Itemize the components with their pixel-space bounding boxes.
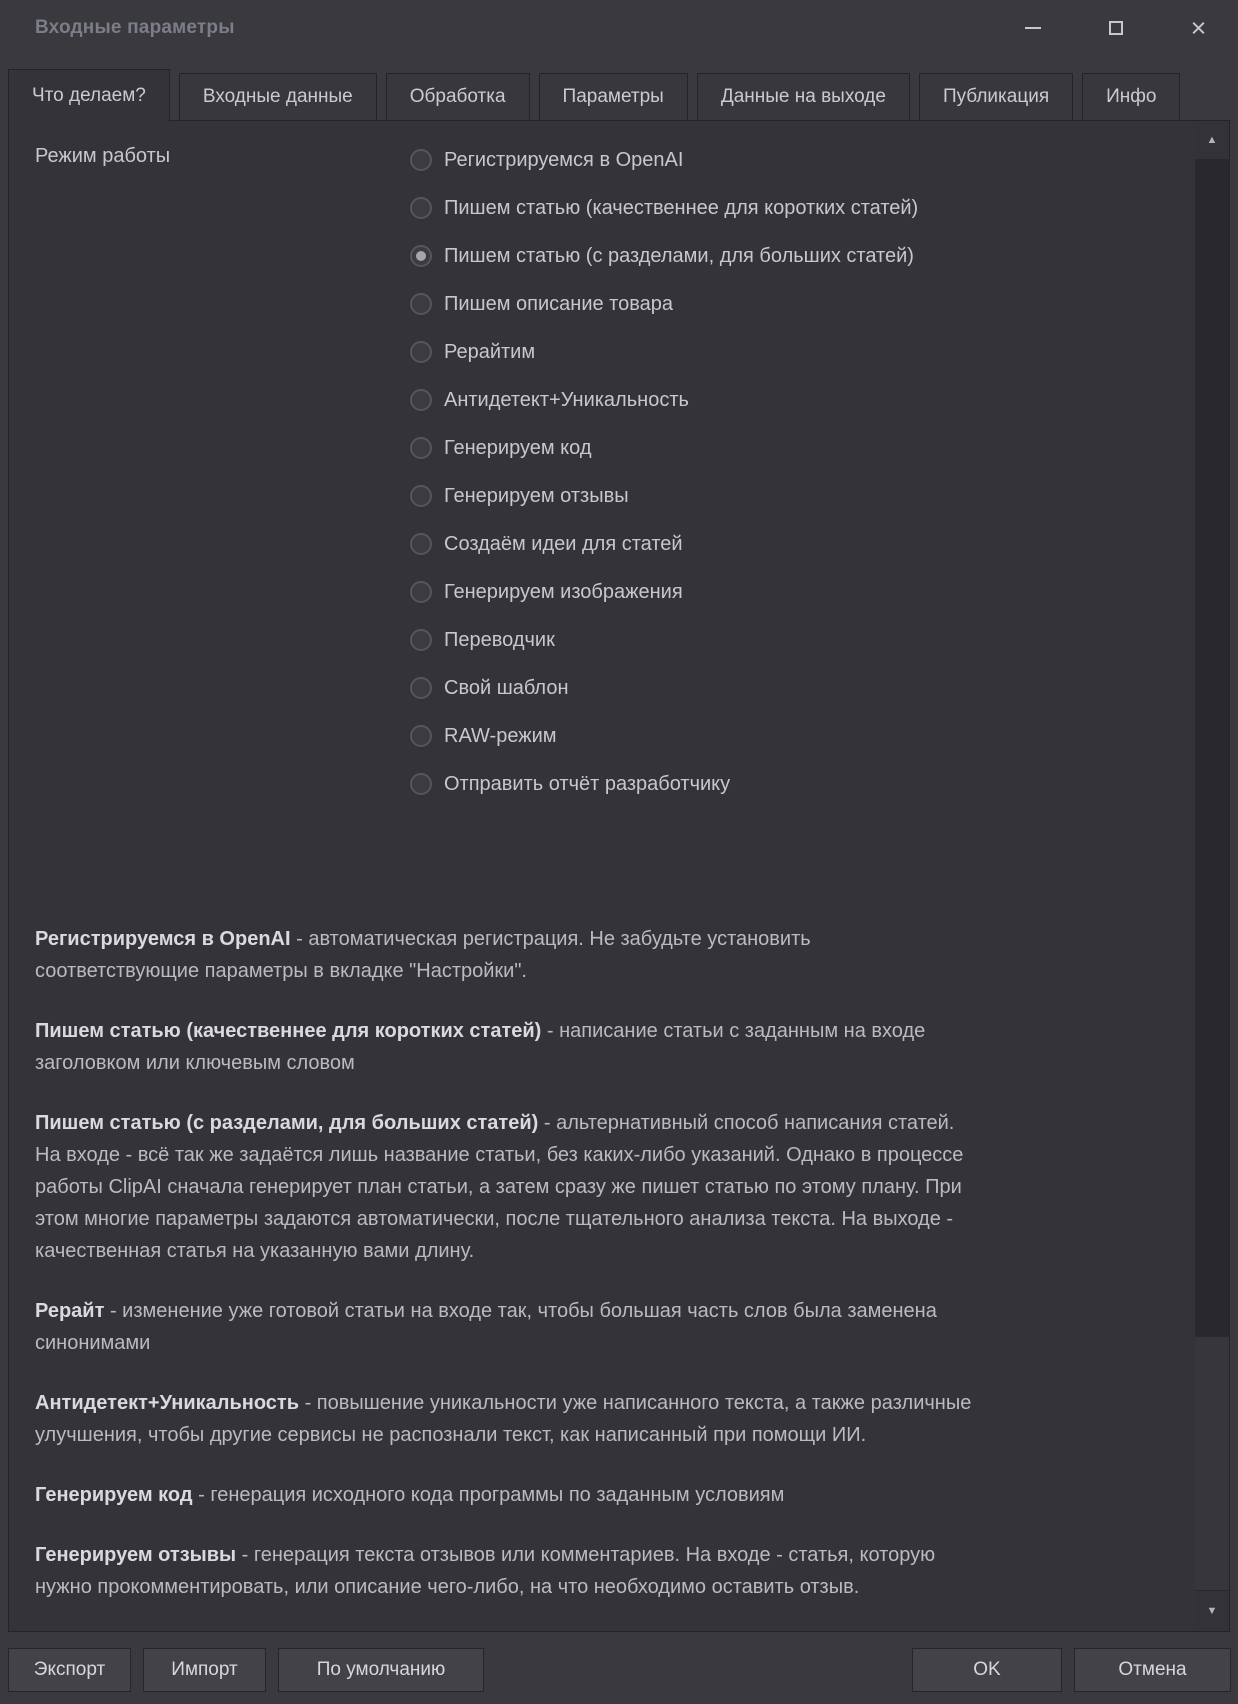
radio-option-12[interactable] <box>410 664 918 712</box>
description-paragraph <box>35 1479 975 1511</box>
radio-dot <box>416 779 426 789</box>
description-text: - альтернативный способ написания статей. На входе - всё так же задаётся лишь название статьи, без каких-либо указаний. Однако в процессе работы ClipAI сначала генерирует план статьи, а затем сразу же пишет статью по этому плану. При этом многие параметры задаются автоматически, после тщательного анализа текста. На выходе - качественная статья на указанную вами длину. <box>35 1112 964 1262</box>
tab-6[interactable] <box>919 73 1073 121</box>
radio-option-label: Антидетект+Уникальность <box>444 388 689 411</box>
radio-button-icon[interactable] <box>410 245 432 267</box>
description-text: - генерация текста отзывов или комментариев. На входе - статья, которую нужно прокомментировать, или описание чего-либо, на что необходимо оставить отзыв. <box>35 1544 936 1598</box>
radio-option-label: Отправить отчёт разработчику <box>444 772 731 795</box>
default-button[interactable]: По умолчанию <box>278 1648 484 1692</box>
close-icon: × <box>1190 12 1207 43</box>
maximize-icon <box>1109 21 1123 35</box>
radio-option-label: Пишем описание товара <box>444 292 673 315</box>
radio-option-7[interactable] <box>410 424 918 472</box>
scrollbar-thumb[interactable] <box>1195 1337 1229 1590</box>
description-paragraph <box>35 1015 975 1079</box>
radio-button-icon[interactable] <box>410 725 432 747</box>
tab-label: Входные данные <box>202 86 353 107</box>
radio-button-icon[interactable] <box>410 437 432 459</box>
cancel-button[interactable]: Отмена <box>1074 1648 1231 1692</box>
scroll-up-icon: ▲ <box>1206 134 1218 146</box>
description-term: Регистрируемся в OpenAI <box>35 928 291 950</box>
radio-option-label: Генерируем изображения <box>444 580 683 603</box>
radio-dot <box>416 347 426 357</box>
tab-label: Инфо <box>1106 86 1157 107</box>
close-button[interactable] <box>1175 0 1222 56</box>
radio-option-label: Создаём идеи для статей <box>444 532 683 555</box>
radio-dot <box>416 587 426 597</box>
description-text: - изменение уже готовой статьи на входе так, чтобы большая часть слов была заменена синонимами <box>35 1300 937 1354</box>
radio-dot <box>416 443 426 453</box>
radio-option-6[interactable] <box>410 376 918 424</box>
radio-dot <box>416 731 426 741</box>
tab-label: Данные на выходе <box>720 86 886 107</box>
window-title: Входные параметры <box>35 17 235 38</box>
description-text: - генерация исходного кода программы по заданным условиям <box>198 1484 785 1506</box>
radio-option-label: Генерируем код <box>444 436 592 459</box>
radio-dot <box>416 251 426 261</box>
description-paragraph <box>35 1107 975 1267</box>
mode-descriptions <box>35 923 975 1632</box>
scroll-down-icon: ▼ <box>1206 1605 1218 1617</box>
description-text: - повышение уникальности уже написанного текста, а также различные улучшения, чтобы другие сервисы не распознали текст, как написанный при помощи ИИ. <box>35 1392 972 1446</box>
radio-option-label: Переводчик <box>444 628 555 651</box>
radio-option-3[interactable] <box>410 232 918 280</box>
description-paragraph <box>35 923 975 987</box>
radio-button-icon[interactable] <box>410 197 432 219</box>
description-paragraph <box>35 1387 975 1451</box>
mode-label: Режим работы <box>35 145 171 167</box>
scroll-down-button[interactable] <box>1195 1591 1229 1631</box>
maximize-button[interactable] <box>1092 0 1139 56</box>
description-paragraph <box>35 1539 975 1603</box>
description-term: Генерируем код <box>35 1484 193 1506</box>
radio-option-1[interactable] <box>410 136 918 184</box>
radio-option-2[interactable] <box>410 184 918 232</box>
description-term: Пишем статью (качественнее для коротких статей) <box>35 1020 542 1042</box>
minimize-button[interactable] <box>1009 0 1056 56</box>
radio-option-13[interactable] <box>410 712 918 760</box>
radio-dot <box>416 635 426 645</box>
radio-option-label: Рерайтим <box>444 340 536 363</box>
radio-button-icon[interactable] <box>410 389 432 411</box>
radio-option-label: Генерируем отзывы <box>444 484 629 507</box>
ok-button[interactable]: OK <box>912 1648 1062 1692</box>
description-paragraph <box>35 1631 975 1632</box>
radio-dot <box>416 491 426 501</box>
radio-dot <box>416 539 426 549</box>
scrollbar[interactable] <box>1195 121 1229 1631</box>
radio-button-icon[interactable] <box>410 677 432 699</box>
tab-3[interactable] <box>386 73 530 121</box>
description-term: Антидетект+Уникальность <box>35 1392 300 1414</box>
radio-dot <box>416 155 426 165</box>
import-button[interactable]: Импорт <box>143 1648 266 1692</box>
radio-dot <box>416 203 426 213</box>
radio-option-label: Пишем статью (качественнее для коротких статей) <box>444 196 919 219</box>
scroll-up-button[interactable] <box>1195 121 1229 159</box>
mode-options-group <box>410 136 918 808</box>
radio-button-icon[interactable] <box>410 629 432 651</box>
radio-option-label: Пишем статью (с разделами, для больших статей) <box>444 244 914 267</box>
description-term: Генерируем отзывы <box>35 1544 237 1566</box>
tab-5[interactable] <box>697 73 910 121</box>
title-bar <box>0 0 1238 56</box>
radio-option-11[interactable] <box>410 616 918 664</box>
radio-button-icon[interactable] <box>410 773 432 795</box>
footer-bar <box>0 1632 1238 1704</box>
tab-label: Параметры <box>562 86 664 107</box>
tab-7[interactable] <box>1082 73 1180 121</box>
radio-option-14[interactable] <box>410 760 918 808</box>
description-paragraph <box>35 1295 975 1359</box>
radio-option-9[interactable] <box>410 520 918 568</box>
radio-dot <box>416 683 426 693</box>
radio-button-icon[interactable] <box>410 293 432 315</box>
description-text: - автоматическая регистрация. Не забудьте установить соответствующие параметры в вкладке "Настройки". <box>35 928 811 982</box>
radio-button-icon[interactable] <box>410 485 432 507</box>
radio-option-10[interactable] <box>410 568 918 616</box>
radio-option-label: Регистрируемся в OpenAI <box>444 148 684 171</box>
tab-content-panel <box>8 120 1230 1632</box>
tab-label: Публикация <box>942 86 1050 107</box>
radio-button-icon[interactable] <box>410 533 432 555</box>
radio-button-icon[interactable] <box>410 149 432 171</box>
tab-2[interactable] <box>179 73 377 121</box>
export-button[interactable]: Экспорт <box>8 1648 131 1692</box>
description-term: Рерайт <box>35 1300 105 1322</box>
radio-option-5[interactable] <box>410 328 918 376</box>
tab-label: Что делаем? <box>32 85 146 106</box>
tab-label: Обработка <box>409 86 506 107</box>
minimize-icon <box>1025 27 1041 29</box>
tab-bar <box>8 68 1230 121</box>
window-controls <box>1009 0 1222 56</box>
radio-button-icon[interactable] <box>410 581 432 603</box>
radio-button-icon[interactable] <box>410 341 432 363</box>
radio-option-label: Свой шаблон <box>444 676 569 699</box>
description-text: - написание статьи с заданным на входе заголовком или ключевым словом <box>35 1020 926 1074</box>
tab-4[interactable] <box>539 73 688 121</box>
radio-option-label: RAW-режим <box>444 724 557 747</box>
radio-dot <box>416 299 426 309</box>
description-term: Пишем статью (с разделами, для больших статей) <box>35 1112 539 1134</box>
radio-option-8[interactable] <box>410 472 918 520</box>
radio-option-4[interactable] <box>410 280 918 328</box>
tab-1-active[interactable] <box>8 69 170 122</box>
radio-dot <box>416 395 426 405</box>
